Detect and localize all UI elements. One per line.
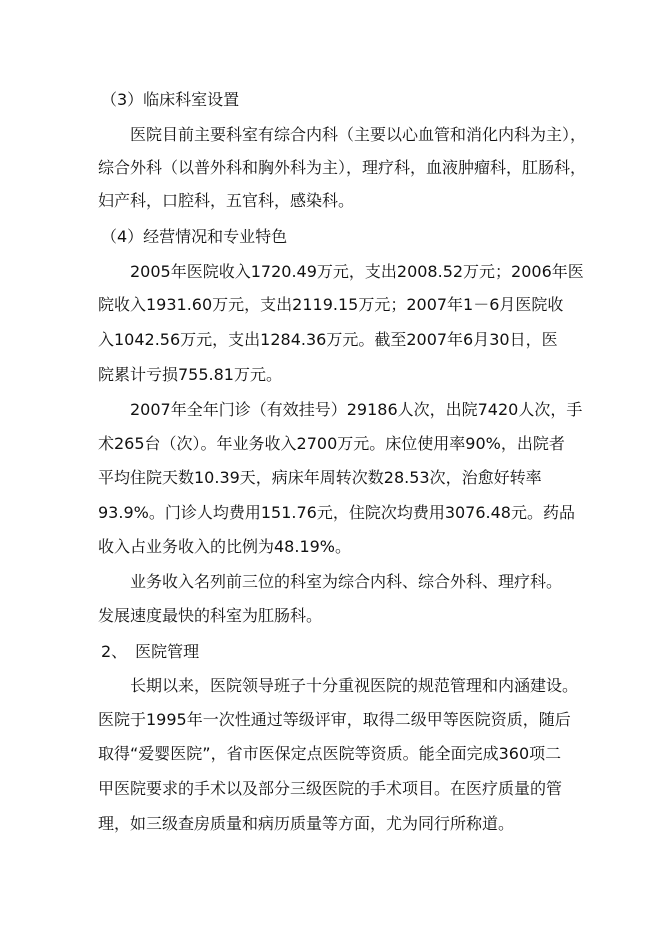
- paragraph-line: 取得“爱婴医院”，省市医保定点医院等资质。能全面完成360项二: [98, 744, 562, 763]
- paragraph-line: 业务收入名列前三位的科室为综合内科、综合外科、理疗科。: [130, 572, 563, 591]
- paragraph-line: 院收入1931.60万元，支出2119.15万元；2007年1－6月医院收: [98, 295, 564, 314]
- paragraph-line: 医院于1995年一次性通过等级评审，取得二级甲等医院资质，随后: [98, 710, 571, 729]
- paragraph-line: 综合外科（以普外科和胸外科为主），理疗科，血液肿瘤科，肛肠科，: [98, 158, 587, 177]
- heading-hospital-management: 2、 医院管理: [101, 642, 200, 661]
- paragraph-line: 平均住院天数10.39天，病床年周转次数28.53次，治愈好转率: [98, 468, 542, 487]
- paragraph-line: 2007年全年门诊（有效挂号）29186人次，出院7420人次，手: [130, 400, 583, 419]
- paragraph-line: 妇产科，口腔科，五官科，感染科。: [98, 191, 355, 210]
- paragraph-line: 甲医院要求的手术以及部分三级医院的手术项目。在医疗质量的管: [98, 779, 563, 798]
- paragraph-line: 理，如三级查房质量和病历质量等方面，尤为同行所称道。: [98, 814, 515, 833]
- paragraph-line: 入1042.56万元，支出1284.36万元。截至2007年6月30日，医: [98, 330, 558, 349]
- heading-clinical-departments: （3）临床科室设置: [101, 90, 240, 109]
- heading-operations: （4）经营情况和专业特色: [101, 227, 288, 246]
- paragraph-line: 2005年医院收入1720.49万元，支出2008.52万元；2006年医: [130, 262, 584, 281]
- paragraph-line: 发展速度最快的科室为肛肠科。: [98, 606, 323, 625]
- paragraph-line: 术265台（次）。年业务收入2700万元。床位使用率90%，出院者: [98, 434, 565, 453]
- paragraph-line: 93.9%。门诊人均费用151.76元，住院次均费用3076.48元。药品: [98, 503, 575, 522]
- paragraph-line: 医院目前主要科室有综合内科（主要以心血管和消化内科为主），: [130, 125, 587, 144]
- paragraph-line: 长期以来，医院领导班子十分重视医院的规范管理和内涵建设。: [130, 676, 579, 695]
- paragraph-line: 院累计亏损755.81万元。: [98, 365, 282, 384]
- paragraph-line: 收入占业务收入的比例为48.19%。: [98, 537, 352, 556]
